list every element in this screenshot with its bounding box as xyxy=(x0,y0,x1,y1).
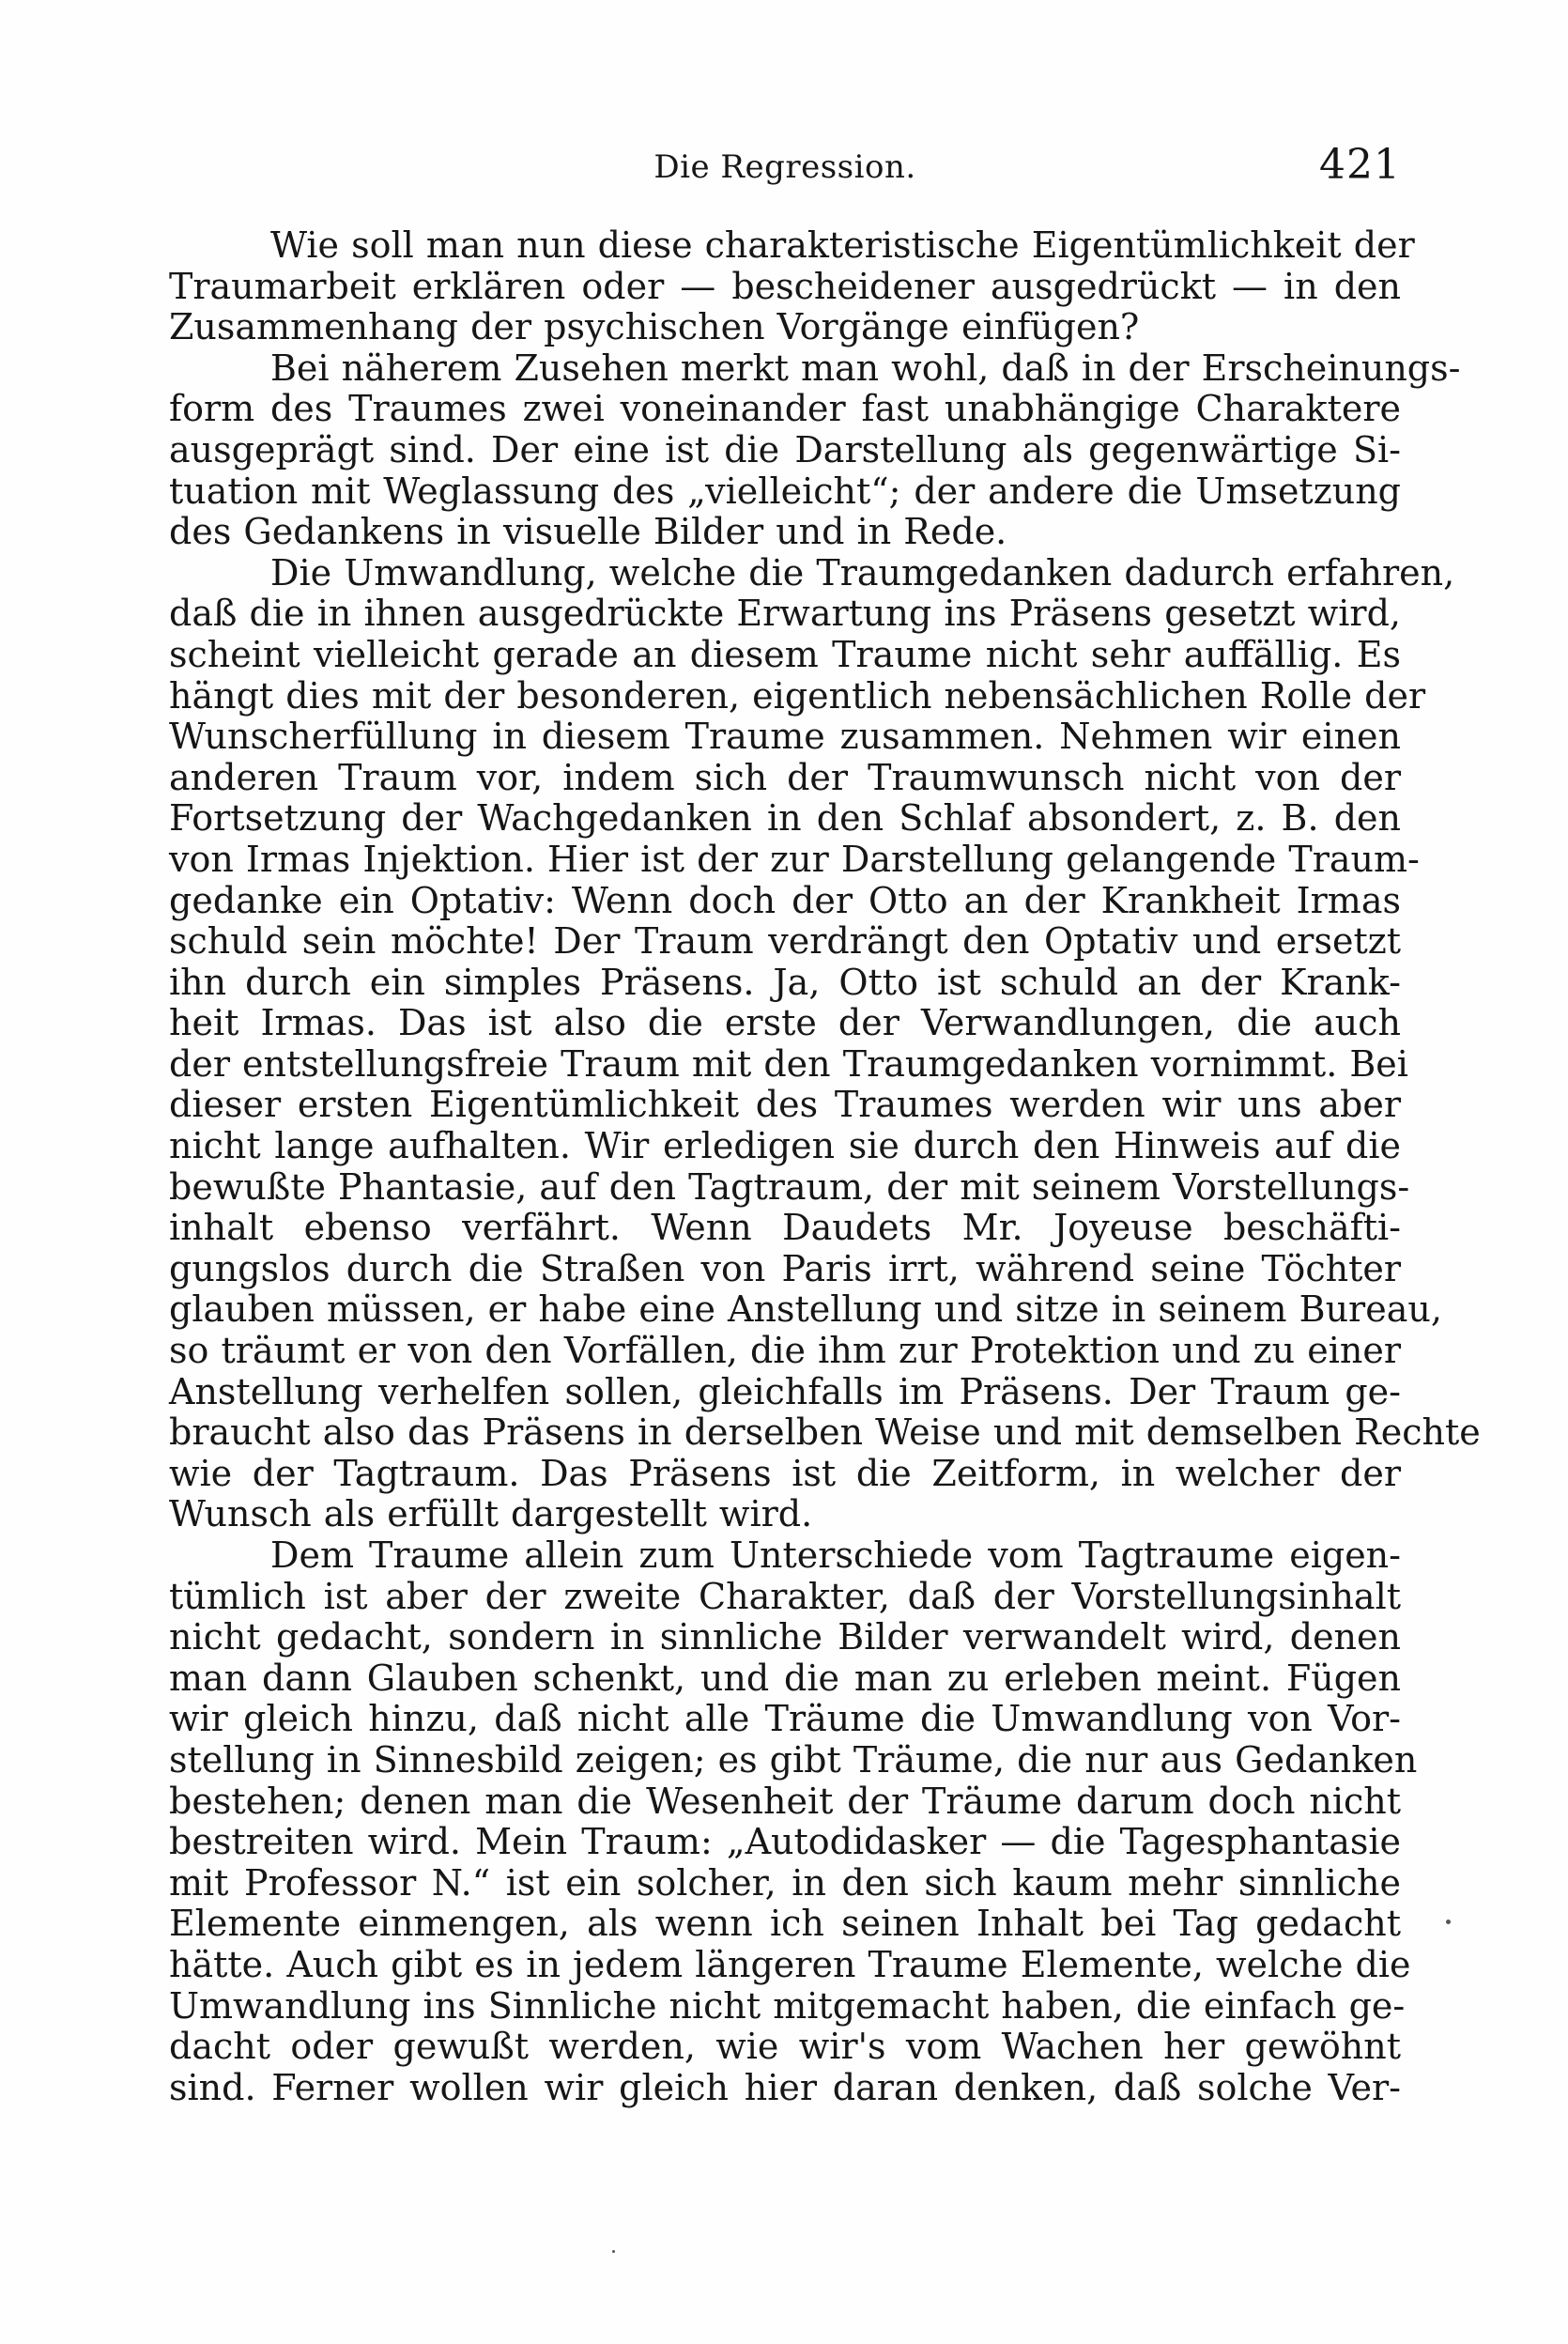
text-line: scheint vielleicht gerade an diesem Traume nicht sehr auffällig. Es xyxy=(169,633,1401,675)
page-number: 421 xyxy=(1319,141,1401,189)
text-line: Wie soll man nun diese charakteristische Eigentümlichkeit der xyxy=(270,224,1415,266)
text-line: hängt dies mit der besonderen, eigentlich nebensächlichen Rolle der xyxy=(169,674,1426,717)
text-line: so träumt er von den Vorfällen, die ihm zur Protektion und zu einer xyxy=(169,1330,1401,1372)
text-line: Die Umwandlung, welche die Traumgedanken dadurch erfahren, xyxy=(270,551,1455,594)
text-line: der entstellungsfreie Traum mit den Traumgedanken vornimmt. Bei xyxy=(169,1042,1408,1085)
text-line: wir gleich hinzu, daß nicht alle Träume die Umwandlung von Vor- xyxy=(169,1698,1401,1740)
text-line: Anstellung verhelfen sollen, gleichfalls im Präsens. Der Traum ge- xyxy=(169,1370,1401,1412)
text-line: hätte. Auch gibt es in jedem längeren Traume Elemente, welche die xyxy=(169,1943,1411,1985)
text-line: anderen Traum vor, indem sich der Traumwunsch nicht von der xyxy=(169,756,1401,798)
text-line: nicht lange aufhalten. Wir erledigen sie durch den Hinweis auf die xyxy=(169,1125,1401,1167)
text-line: tuation mit Weglassung des „vielleicht“; der andere die Umsetzung xyxy=(169,470,1401,512)
text-line: Elemente einmengen, als wenn ich seinen Inhalt bei Tag gedacht xyxy=(169,1903,1401,1945)
scan-speck xyxy=(612,2250,615,2253)
running-title: Die Regression. xyxy=(653,148,916,186)
text-line: man dann Glauben schenkt, und die man zu erleben meint. Fügen xyxy=(169,1657,1401,1699)
text-line: glauben müssen, er habe eine Anstellung und sitze in seinem Bureau, xyxy=(169,1288,1442,1331)
text-line: tümlich ist aber der zweite Charakter, daß der Vorstellungsinhalt xyxy=(169,1575,1401,1617)
scan-speck xyxy=(1446,1920,1451,1924)
body-text xyxy=(169,224,1481,2108)
text-line: schuld sein möchte! Der Traum verdrängt den Optativ und ersetzt xyxy=(169,920,1401,963)
text-line: Dem Traume allein zum Unterschiede vom Tagtraume eigen- xyxy=(270,1534,1401,1576)
text-line: daß die in ihnen ausgedrückte Erwartung ins Präsens gesetzt wird, xyxy=(169,593,1401,635)
text-line: von Irmas Injektion. Hier ist der zur Darstellung gelangende Traum- xyxy=(169,838,1420,880)
text-line: gedanke ein Optativ: Wenn doch der Otto an der Krankheit Irmas xyxy=(169,879,1401,921)
text-line: Umwandlung ins Sinnliche nicht mitgemacht haben, die einfach ge- xyxy=(169,1984,1406,2027)
text-line: bewußte Phantasie, auf den Tagtraum, der mit seinem Vorstellungs- xyxy=(169,1165,1410,1208)
text-line: Wunsch als erfüllt dargestellt wird. xyxy=(169,1493,813,1535)
text-line: stellung in Sinnesbild zeigen; es gibt Träume, die nur aus Gedanken xyxy=(169,1738,1418,1781)
text-line: bestehen; denen man die Wesenheit der Träume darum doch nicht xyxy=(169,1780,1401,1822)
paragraph xyxy=(169,1534,1418,2108)
text-line: ihn durch ein simples Präsens. Ja, Otto ist schuld an der Krank- xyxy=(169,961,1401,1003)
text-line: Bei näherem Zusehen merkt man wohl, daß in der Erscheinungs- xyxy=(270,347,1461,389)
text-line: Fortsetzung der Wachgedanken in den Schlaf absondert, z. B. den xyxy=(169,797,1401,840)
text-line: wie der Tagtraum. Das Präsens ist die Zeitform, in welcher der xyxy=(169,1452,1401,1494)
text-line: Traumarbeit erklären oder — bescheidener ausgedrückt — in den xyxy=(169,265,1401,307)
text-line: ausgeprägt sind. Der eine ist die Darstellung als gegenwärtige Si- xyxy=(169,428,1401,470)
text-line: mit Professor N.“ ist ein solcher, in den sich kaum mehr sinnliche xyxy=(169,1861,1401,1904)
text-line: Wunscherfüllung in diesem Traume zusammen. Nehmen wir einen xyxy=(169,716,1401,758)
text-line: sind. Ferner wollen wir gleich hier daran denken, daß solche Ver- xyxy=(169,2066,1401,2108)
text-line: Zusammenhang der psychischen Vorgänge einfügen? xyxy=(169,306,1140,348)
text-line: des Gedankens in visuelle Bilder und in Rede. xyxy=(169,511,1007,553)
text-line: bestreiten wird. Mein Traum: „Autodidasker — die Tagesphantasie xyxy=(169,1821,1401,1863)
text-line: dacht oder gewußt werden, wie wir's vom Wachen her gewöhnt xyxy=(169,2026,1401,2068)
text-line: braucht also das Präsens in derselben Weise und mit demselben Rechte xyxy=(169,1411,1481,1454)
text-line: heit Irmas. Das ist also die erste der Verwandlungen, die auch xyxy=(169,1002,1401,1044)
text-line: dieser ersten Eigentümlichkeit des Traumes werden wir uns aber xyxy=(169,1084,1401,1126)
text-line: inhalt ebenso verfährt. Wenn Daudets Mr. Joyeuse beschäfti- xyxy=(169,1207,1401,1249)
paragraph xyxy=(169,347,1461,553)
paragraph xyxy=(169,224,1415,348)
running-head xyxy=(169,141,1401,197)
paragraph xyxy=(169,551,1481,1535)
text-line: gungslos durch die Straßen von Paris irrt, während seine Töchter xyxy=(169,1247,1401,1289)
text-line: form des Traumes zwei voneinander fast unabhängige Charaktere xyxy=(169,388,1401,430)
text-line: nicht gedacht, sondern in sinnliche Bilder verwandelt wird, denen xyxy=(169,1616,1401,1658)
